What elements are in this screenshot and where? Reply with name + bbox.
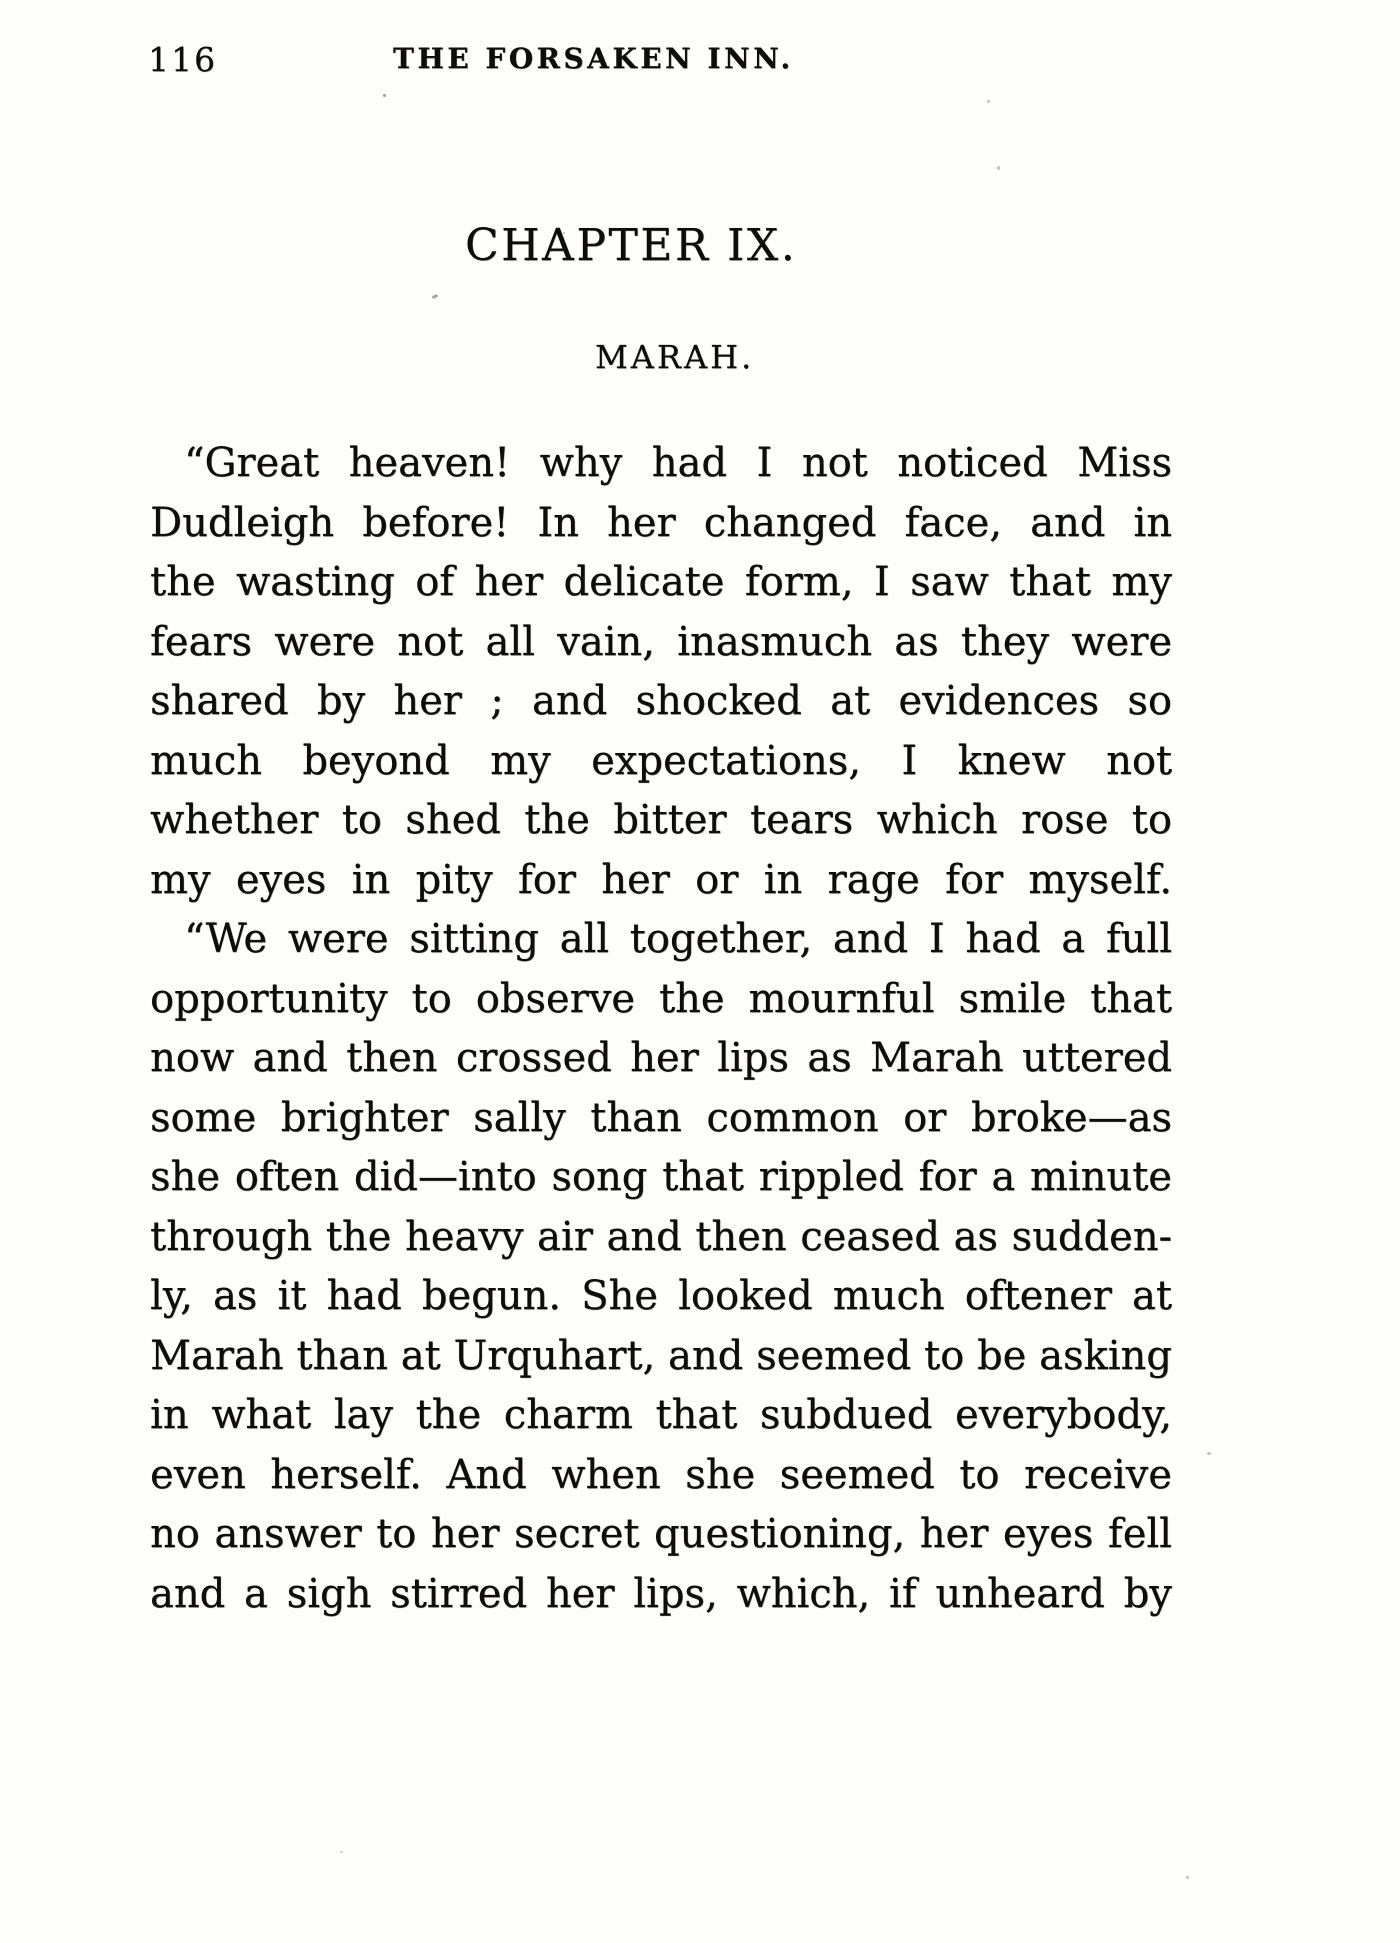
text-line: whether to shed the bitter tears which rose to <box>150 797 1172 843</box>
page-number: 116 <box>148 40 217 79</box>
scan-speck <box>1186 1876 1189 1879</box>
scan-speck <box>987 100 990 103</box>
text-line: some brighter sally than common or broke—as <box>150 1094 1172 1141</box>
text-line: fears were not all vain, inasmuch as they were <box>150 618 1172 665</box>
text-line: through the heavy air and then ceased as sudden- <box>150 1213 1172 1260</box>
paragraph <box>150 434 1172 910</box>
body-text <box>150 434 1172 1624</box>
text-line: even herself. And when she seemed to receive <box>150 1451 1172 1498</box>
scan-speck <box>383 94 386 97</box>
text-line: opportunity to observe the mournful smile that <box>150 975 1172 1022</box>
text-line: the wasting of her delicate form, I saw that my <box>150 559 1172 605</box>
scan-speck <box>968 882 971 885</box>
chapter-subtitle: MARAH. <box>595 338 755 376</box>
text-line: much beyond my expectations, I knew not <box>150 737 1172 784</box>
text-line: ly, as it had begun. She looked much oftener at <box>150 1273 1172 1319</box>
scan-speck <box>432 294 439 299</box>
scan-speck <box>997 166 1000 170</box>
running-title: THE FORSAKEN INN. <box>393 42 794 75</box>
chapter-heading: CHAPTER IX. <box>465 220 798 271</box>
text-line: Marah than at Urquhart, and seemed to be asking <box>150 1332 1172 1379</box>
scan-speck <box>563 232 565 234</box>
text-line: “We were sitting all together, and I had a full <box>184 916 1172 962</box>
scan-speck <box>340 1851 343 1853</box>
scan-speck <box>985 627 988 630</box>
text-line: Dudleigh before! In her changed face, and in <box>150 499 1172 546</box>
scan-speck <box>1207 1452 1211 1455</box>
text-line: “Great heaven! why had I not noticed Miss <box>184 440 1172 486</box>
text-line: my eyes in pity for her or in rage for myself. <box>150 856 1172 903</box>
text-line: in what lay the charm that subdued everybody, <box>150 1392 1172 1438</box>
text-line: and a sigh stirred her lips, which, if unheard by <box>150 1570 1172 1617</box>
text-line: shared by her ; and shocked at evidences so <box>150 678 1172 724</box>
text-line: she often did—into song that rippled for a minute <box>150 1154 1172 1200</box>
text-line: no answer to her secret questioning, her eyes fell <box>150 1511 1172 1557</box>
paragraph <box>150 910 1172 1624</box>
text-line: now and then crossed her lips as Marah uttered <box>150 1035 1172 1081</box>
